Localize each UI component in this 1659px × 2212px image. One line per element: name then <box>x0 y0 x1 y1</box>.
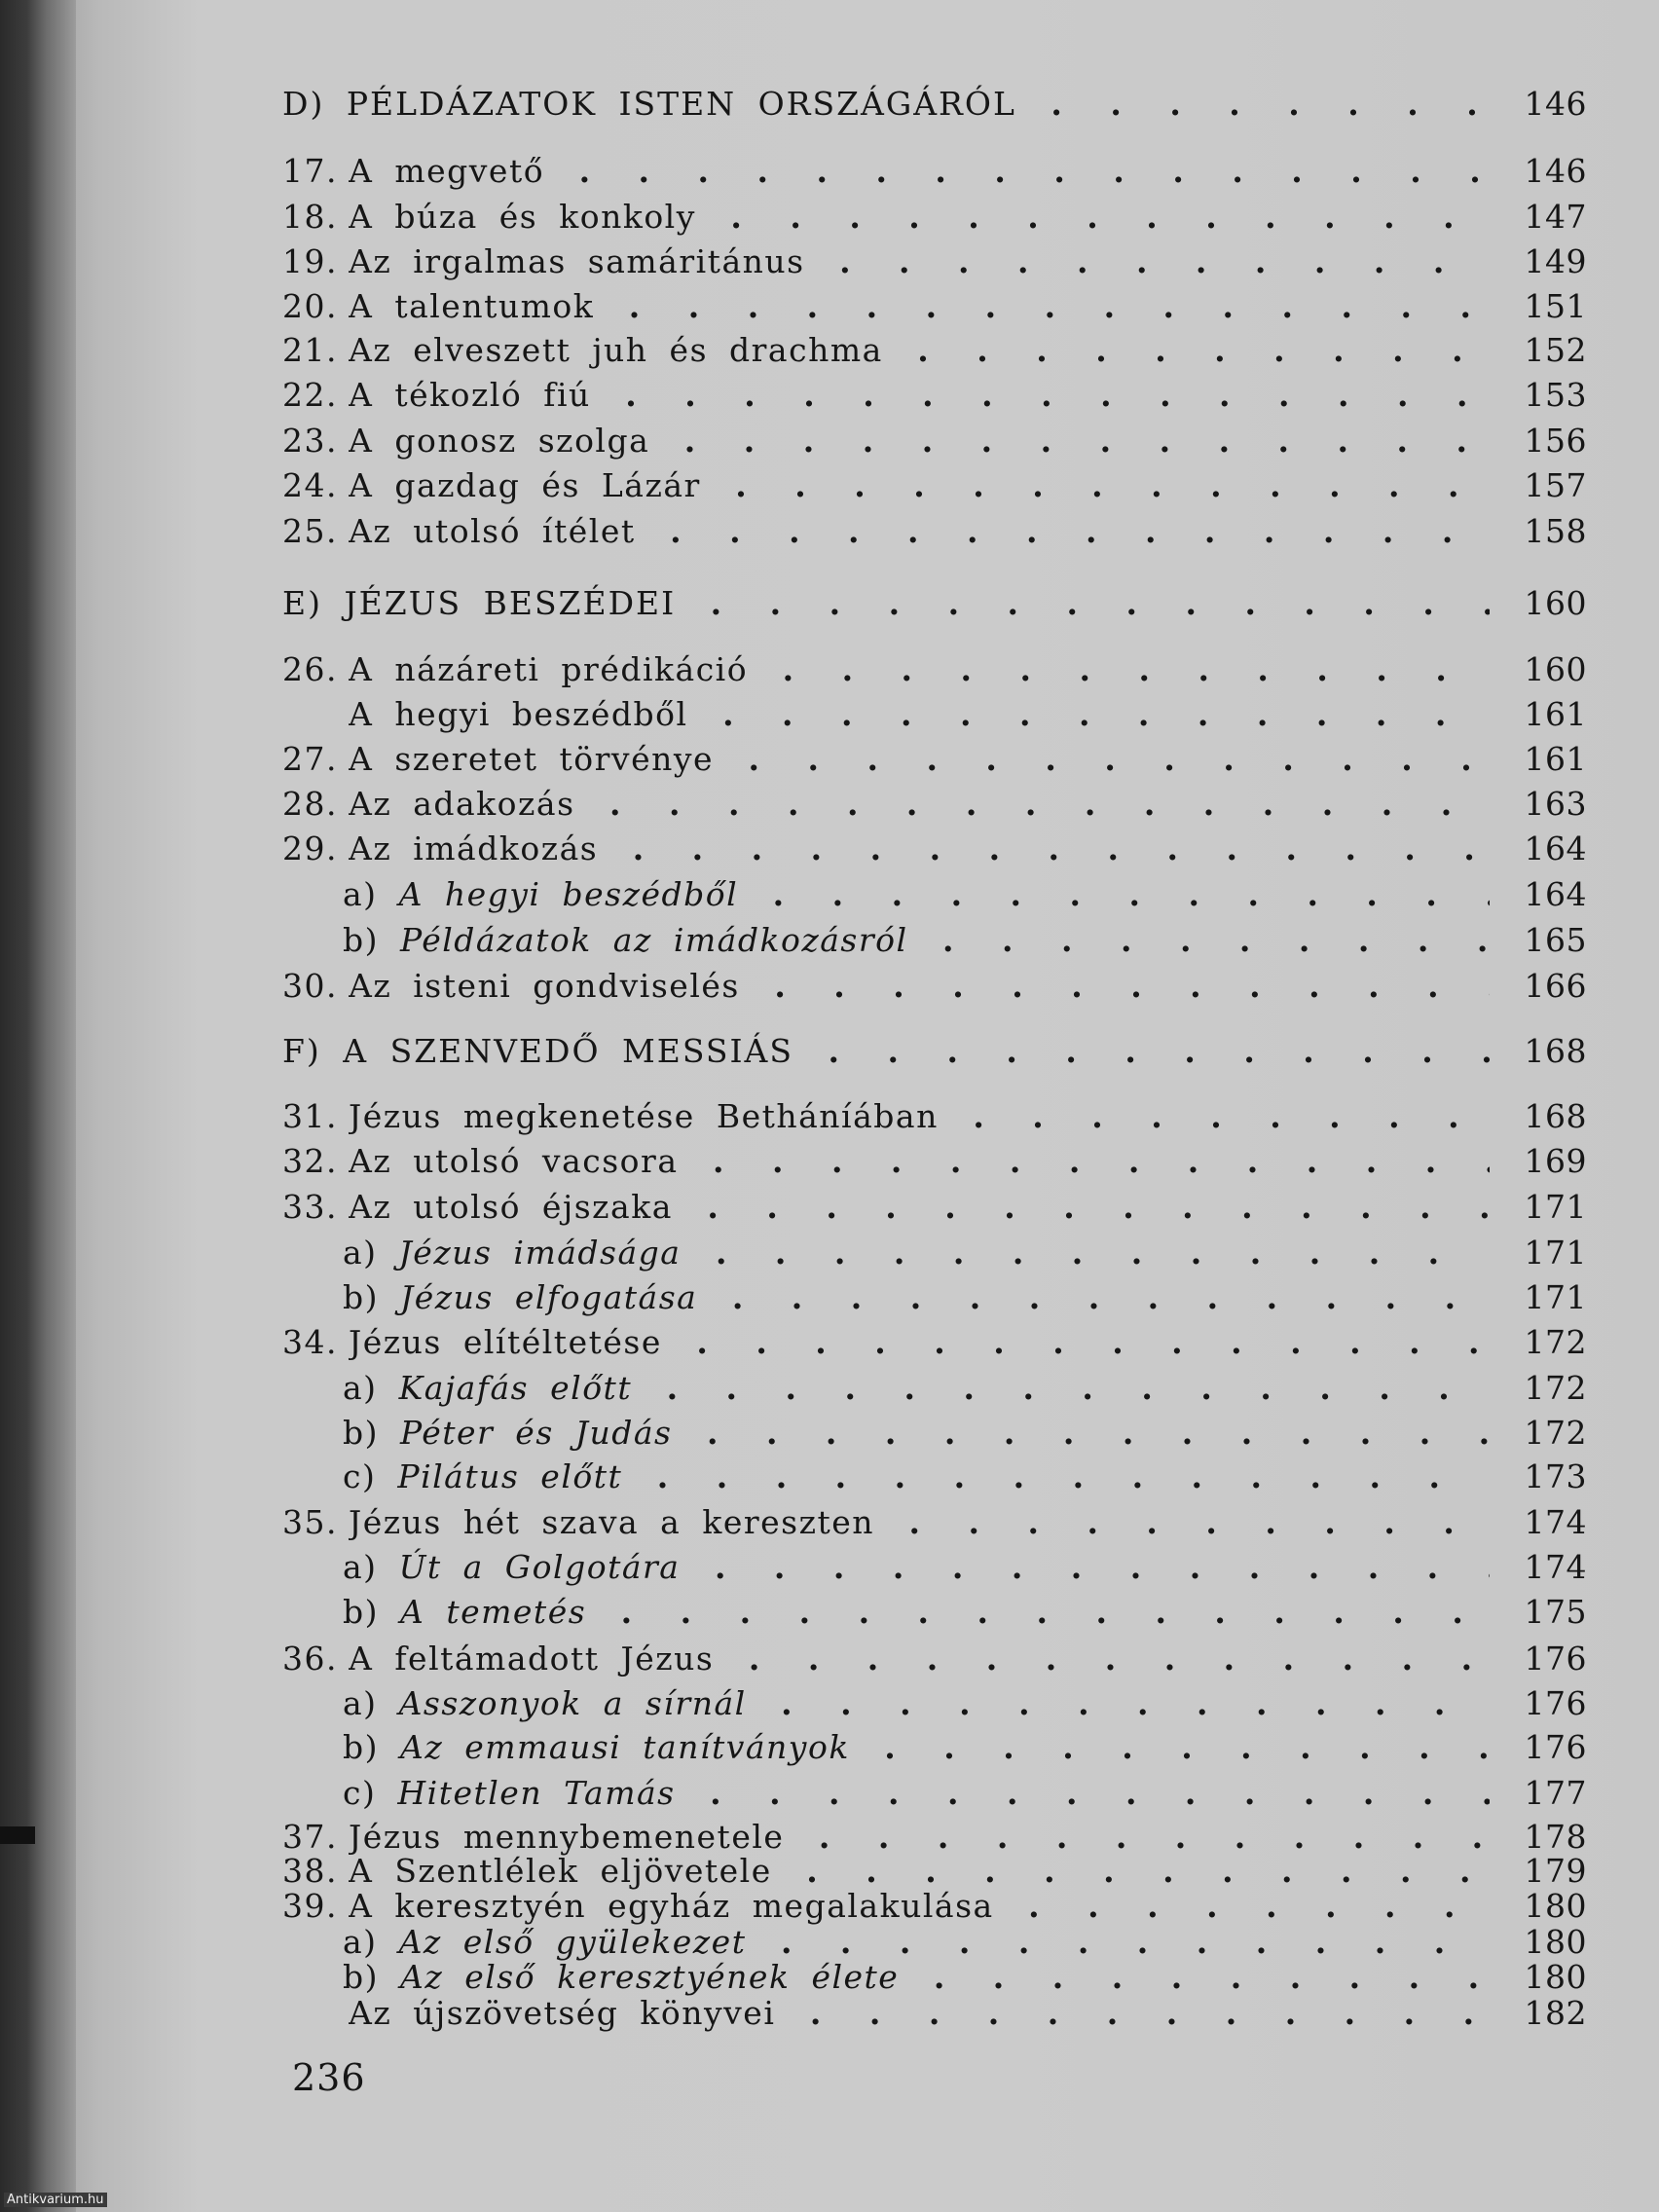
entry-title <box>343 1231 1490 1275</box>
subentry-label: b) <box>343 1958 379 1996</box>
entry-title: Az újszövetség könyvei . . <box>349 1991 1490 2036</box>
entry-title <box>343 1725 1490 1770</box>
toc-entry <box>282 284 1587 329</box>
entry-title: Az adakozás . . <box>349 782 1490 827</box>
entry-page-number: 169 <box>1524 1142 1587 1180</box>
subentry-text: Út a Golgotára <box>398 1548 681 1586</box>
subentry-label: a) <box>343 1369 378 1407</box>
entry-number: 29. <box>282 830 338 867</box>
toc-entry <box>282 964 1587 1009</box>
entry-title: Az isteni gondviselés . . <box>349 964 1490 1009</box>
subentry-label: c) <box>343 1457 377 1495</box>
toc-subentry <box>282 1545 1587 1590</box>
toc-entry <box>282 509 1587 554</box>
toc-subentry <box>282 1231 1587 1275</box>
subentry-label: b) <box>343 1728 379 1766</box>
toc-subentry <box>282 1455 1587 1499</box>
entry-title: Az imádkozás . . <box>349 827 1490 871</box>
entry-title: Az irgalmas samáritánus . . <box>349 240 1490 284</box>
entry-page-number: 176 <box>1524 1640 1587 1677</box>
subentry-label: a) <box>343 1548 378 1586</box>
subentry-text: Jézus elfogatása <box>400 1278 698 1316</box>
section-page-number: 168 <box>1524 1032 1587 1070</box>
toc-entry <box>282 1991 1587 2036</box>
entry-page-number: 146 <box>1524 152 1587 190</box>
entry-number: 21. <box>282 331 338 369</box>
entry-title <box>343 1455 1490 1499</box>
subentry-label: b) <box>343 1414 379 1452</box>
entry-number: 24. <box>282 466 338 504</box>
toc-section-heading <box>282 581 1587 626</box>
entry-title: A keresztyén egyház megalakulása . . <box>349 1884 1490 1929</box>
entry-number: 23. <box>282 422 338 460</box>
toc-entry <box>282 647 1587 692</box>
entry-page-number: 147 <box>1524 198 1587 236</box>
entry-title <box>343 918 1490 963</box>
entry-page-number: 178 <box>1524 1818 1587 1856</box>
entry-title: Az utolsó ítélet . . <box>349 509 1490 554</box>
entry-title: A gazdag és Lázár . . <box>349 463 1490 508</box>
entry-page-number: 165 <box>1524 921 1587 959</box>
entry-title: A talentumok . . <box>349 284 1490 329</box>
toc-entry <box>282 737 1587 782</box>
toc-entry <box>282 373 1587 418</box>
entry-title: A gonosz szolga . . <box>349 419 1490 463</box>
entry-number: 26. <box>282 650 338 688</box>
watermark: Antikvarium.hu <box>4 2193 107 2207</box>
entry-number: 22. <box>282 376 338 414</box>
entry-number: 28. <box>282 785 338 823</box>
toc-entry <box>282 463 1587 508</box>
toc-entry <box>282 419 1587 463</box>
entry-page-number: 180 <box>1524 1923 1587 1961</box>
entry-title <box>343 1590 1490 1635</box>
entry-number: 20. <box>282 287 338 325</box>
entry-page-number: 171 <box>1524 1234 1587 1272</box>
toc-entry <box>282 195 1587 240</box>
toc-subentry <box>282 1366 1587 1411</box>
section-page-number: 160 <box>1524 584 1587 622</box>
entry-title: A megvető . . <box>349 149 1490 194</box>
toc-subentry <box>282 872 1587 917</box>
entry-number: 37. <box>282 1818 338 1856</box>
entry-page-number: 152 <box>1524 331 1587 369</box>
subentry-label: b) <box>343 1593 379 1631</box>
subentry-label: b) <box>343 921 379 959</box>
entry-number: 17. <box>282 152 338 190</box>
entry-number: 27. <box>282 740 338 778</box>
section-title: F) A SZENVEDŐ MESSIÁS . . <box>282 1029 1490 1074</box>
toc-entry <box>282 1637 1587 1681</box>
entry-page-number: 161 <box>1524 695 1587 733</box>
entry-page-number: 160 <box>1524 650 1587 688</box>
toc-subentry <box>282 1725 1587 1770</box>
page-number: 236 <box>292 2056 366 2099</box>
entry-page-number: 161 <box>1524 740 1587 778</box>
subentry-text: Jézus imádsága <box>398 1234 682 1272</box>
subentry-label: a) <box>343 875 378 913</box>
entry-title: Jézus mennybemenetele . . <box>349 1815 1490 1860</box>
entry-title <box>343 1366 1490 1411</box>
subentry-label: a) <box>343 1234 378 1272</box>
toc-subentry <box>282 918 1587 963</box>
entry-page-number: 174 <box>1524 1548 1587 1586</box>
entry-page-number: 157 <box>1524 466 1587 504</box>
entry-title <box>343 1681 1490 1726</box>
toc-subentry <box>282 1411 1587 1456</box>
section-page-number: 146 <box>1524 85 1587 123</box>
entry-title: A szeretet törvénye . . <box>349 737 1490 782</box>
entry-title: A búza és konkoly . . <box>349 195 1490 240</box>
entry-page-number: 164 <box>1524 875 1587 913</box>
subentry-text: Kajafás előtt <box>398 1369 633 1407</box>
entry-title: Az utolsó éjszaka . . <box>349 1185 1490 1230</box>
toc-subentry <box>282 1590 1587 1635</box>
toc-section-heading <box>282 1029 1587 1074</box>
toc-subentry <box>282 1771 1587 1816</box>
entry-number: 36. <box>282 1640 338 1677</box>
subentry-text: Az első keresztyének élete <box>400 1958 900 1996</box>
entry-page-number: 172 <box>1524 1414 1587 1452</box>
entry-number: 30. <box>282 967 338 1005</box>
entry-title <box>343 1545 1490 1590</box>
entry-number: 38. <box>282 1852 338 1890</box>
entry-number: 31. <box>282 1097 338 1135</box>
entry-number: 25. <box>282 512 338 550</box>
toc-entry <box>282 1185 1587 1230</box>
entry-number: 35. <box>282 1503 338 1541</box>
entry-title <box>343 872 1490 917</box>
toc-entry <box>282 1139 1587 1184</box>
entry-page-number: 153 <box>1524 376 1587 414</box>
entry-number: 33. <box>282 1188 338 1226</box>
subentry-text: Hitetlen Tamás <box>397 1774 676 1812</box>
toc-entry <box>282 1500 1587 1545</box>
entry-page-number: 175 <box>1524 1593 1587 1631</box>
subentry-label: c) <box>343 1774 377 1812</box>
subentry-text: Az első gyülekezet <box>398 1923 747 1961</box>
entry-page-number: 180 <box>1524 1887 1587 1925</box>
entry-number: 19. <box>282 242 338 280</box>
entry-title: A Szentlélek eljövetele . . <box>349 1849 1490 1894</box>
entry-title <box>343 1275 1490 1320</box>
entry-page-number: 172 <box>1524 1323 1587 1361</box>
entry-page-number: 164 <box>1524 830 1587 867</box>
entry-title: Az elveszett juh és drachma . . <box>349 328 1490 373</box>
entry-page-number: 166 <box>1524 967 1587 1005</box>
entry-title: A hegyi beszédből . . <box>349 692 1490 737</box>
entry-page-number: 168 <box>1524 1097 1587 1135</box>
entry-number: 39. <box>282 1887 338 1925</box>
entry-page-number: 172 <box>1524 1369 1587 1407</box>
entry-title: A feltámadott Jézus . . <box>349 1637 1490 1681</box>
toc-entry <box>282 782 1587 827</box>
subentry-text: Pilátus előtt <box>397 1457 623 1495</box>
toc-entry <box>282 1094 1587 1139</box>
toc-entry <box>282 149 1587 194</box>
entry-page-number: 158 <box>1524 512 1587 550</box>
entry-title: Az utolsó vacsora . . <box>349 1139 1490 1184</box>
subentry-text: A temetés <box>400 1593 587 1631</box>
entry-page-number: 173 <box>1524 1457 1587 1495</box>
entry-page-number: 171 <box>1524 1278 1587 1316</box>
entry-title <box>343 1411 1490 1456</box>
toc-section-heading <box>282 82 1587 127</box>
toc-entry <box>282 328 1587 373</box>
subentry-label: a) <box>343 1923 378 1961</box>
entry-title: Jézus elítéltetése . . <box>349 1320 1490 1365</box>
entry-number: 32. <box>282 1142 338 1180</box>
toc-entry <box>282 240 1587 284</box>
subentry-text: Az emmausi tanítványok <box>400 1728 850 1766</box>
toc-subentry <box>282 1681 1587 1726</box>
entry-page-number: 180 <box>1524 1958 1587 1996</box>
section-title: E) JÉZUS BESZÉDEI . . <box>282 581 1490 626</box>
entry-page-number: 182 <box>1524 1994 1587 2032</box>
entry-page-number: 171 <box>1524 1188 1587 1226</box>
entry-page-number: 163 <box>1524 785 1587 823</box>
subentry-text: A hegyi beszédből <box>398 875 739 913</box>
entry-page-number: 176 <box>1524 1684 1587 1722</box>
subentry-text: Péter és Judás <box>400 1414 673 1452</box>
entry-number: 18. <box>282 198 338 236</box>
toc-entry <box>282 1320 1587 1365</box>
toc-entry <box>282 827 1587 871</box>
entry-page-number: 151 <box>1524 287 1587 325</box>
entry-title <box>343 1771 1490 1816</box>
entry-title: Jézus hét szava a kereszten . . <box>349 1500 1490 1545</box>
entry-title: A tékozló fiú . . <box>349 373 1490 418</box>
subentry-label: b) <box>343 1278 379 1316</box>
subentry-text: Példázatok az imádkozásról <box>400 921 908 959</box>
entry-page-number: 149 <box>1524 242 1587 280</box>
toc-entry <box>282 692 1587 737</box>
entry-number: 34. <box>282 1323 338 1361</box>
entry-page-number: 174 <box>1524 1503 1587 1541</box>
entry-title: Jézus megkenetése Betháníában . . <box>349 1094 1490 1139</box>
subentry-text: Asszonyok a sírnál <box>398 1684 747 1722</box>
entry-page-number: 179 <box>1524 1852 1587 1890</box>
entry-title: A názáreti prédikáció . . <box>349 647 1490 692</box>
subentry-label: a) <box>343 1684 378 1722</box>
toc-subentry <box>282 1275 1587 1320</box>
entry-page-number: 176 <box>1524 1728 1587 1766</box>
entry-page-number: 177 <box>1524 1774 1587 1812</box>
entry-page-number: 156 <box>1524 422 1587 460</box>
section-title: D) PÉLDÁZATOK ISTEN ORSZÁGÁRÓL . . <box>282 82 1490 127</box>
